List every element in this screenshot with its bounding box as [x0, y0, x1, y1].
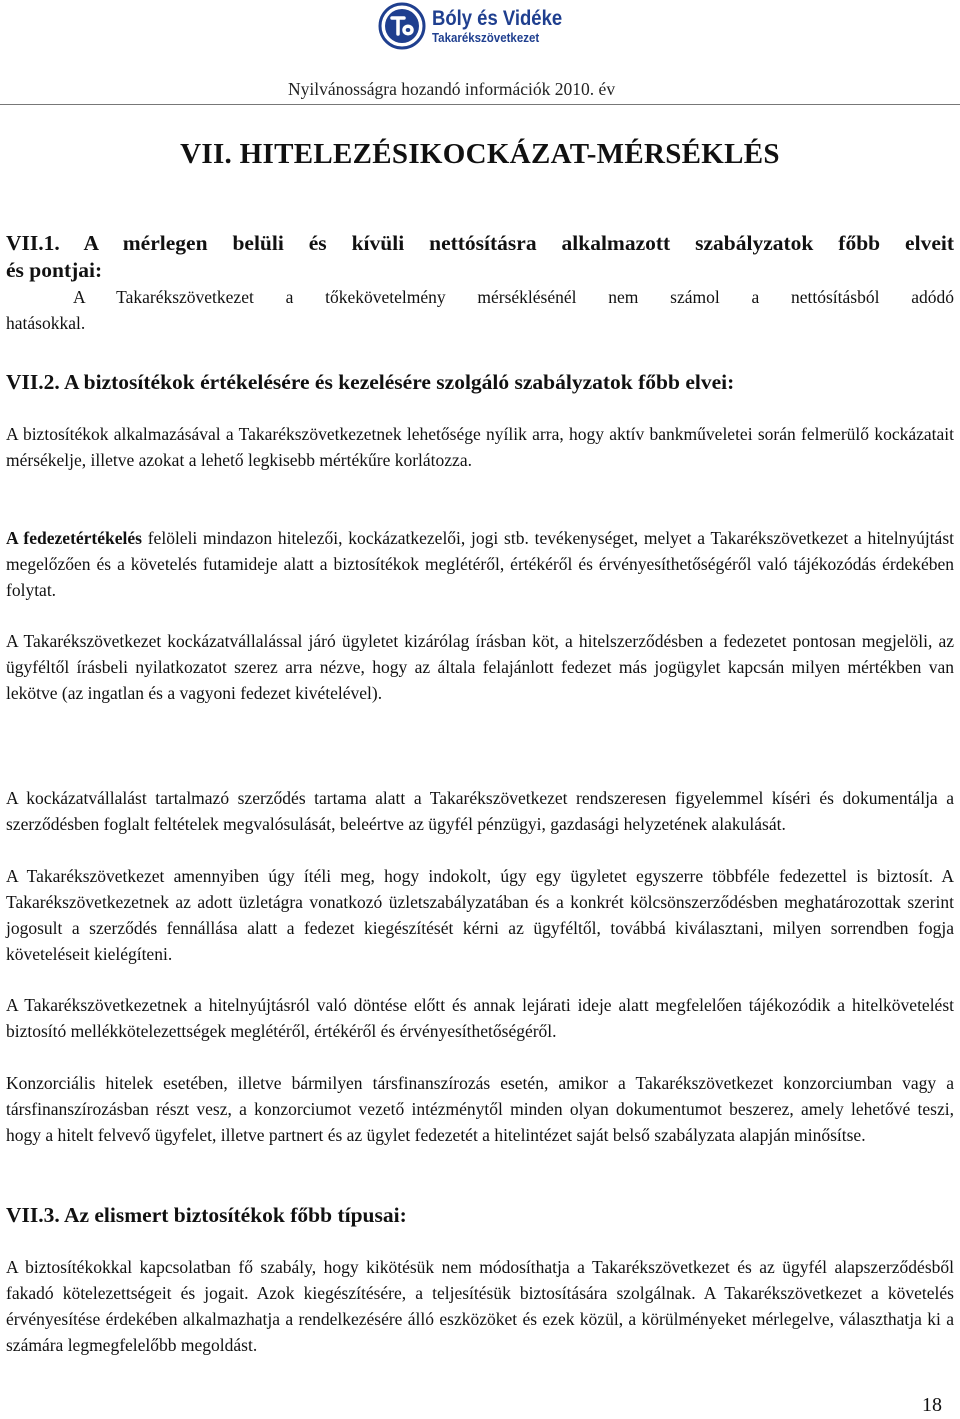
section-2-paragraph-7: Konzorciális hitelek esetében, illetve bármilyen társfinanszírozás esetén, amikor a Takarékszövetkezet konzorciumban vagy a társfinanszírozásban részt vesz, a konzorciumot vezető intézménytől minden olyan dokumentumot beszerez, amely lehetővé teszi, hogy a hitelt felvevő ügyfelet, illetve partnert és az ügylet fedezetét a hitelintézet saját belső szabályzata alapján minősítse.	[6, 1073, 954, 1145]
header-divider	[0, 104, 960, 105]
section-1-heading-line2: és pontjai:	[6, 258, 103, 282]
section-1-heading-line1: VII.1. A mérlegen belüli és kívüli nettósításra alkalmazott szabályzatok főbb elveit	[6, 231, 954, 255]
section-2-paragraph-6: A Takarékszövetkezetnek a hitelnyújtásról való döntése előtt és annak lejárati ideje alatt megfelelően tájékozódik a hitelkövetelést biztosító mellékkötelezettségek meglétéről, értékéről és érvényesíthetőségéről.	[6, 995, 954, 1041]
logo-name: Bóly és Vidéke	[432, 6, 563, 30]
section-2-paragraph-5: A Takarékszövetkezet amennyiben úgy ítéli meg, hogy indokolt, úgy egy ügyletet egyszerre többféle fedezettel is biztosít. A Takarékszövetkezetnek az adott üzletágra vonatkozó üzletszabályzatában és a konkrét kölcsönszerződésben meghatározottak szerint jogosult a szerződés fennállása alatt a fedezet kiegészítését kérni az ügyféltől, továbbá kiválasztani, milyen sorrendben fogja követeléseit kielégíteni.	[6, 866, 954, 964]
section-3-heading: VII.3. Az elismert biztosítékok főbb típusai:	[6, 1203, 407, 1227]
section-2-paragraph-2-rest: felöleli mindazon hitelezői, kockázatkezelői, jogi stb. tevékenységet, melyet a Takarékszövetkezet a hitelnyújtást megelőzően és a követelés futamideje alatt a biztosítékok meglétéről, értékéről és érvényesíthetőségéről való tájékozódás érdekében folytat.	[6, 528, 954, 600]
page-title: VII. HITELEZÉSIKOCKÁZAT-MÉRSÉKLÉS	[180, 138, 780, 170]
header-note: Nyilvánosságra hozandó információk 2010. év	[288, 79, 616, 99]
section-1-text-line2: hatásokkal.	[6, 313, 86, 333]
section-2-paragraph-3: A Takarékszövetkezet kockázatvállalással járó ügyletet kizárólag írásban köt, a hitelszerződésben a fedezetet pontosan megjelöli, az ügyféltől írásbeli nyilatkozatot szerez arra nézve, hogy az általa felajánlott fedezet más jogügylet kapcsán milyen mértékben van lekötve (az ingatlan és a vagyoni fedezet kivételével).	[6, 631, 954, 703]
section-3-paragraph-1: A biztosítékokkal kapcsolatban fő szabály, hogy kikötésük nem módosíthatja a Takarékszövetkezet és az ügyfél alapszerződésből fakadó kötelezettségeit és jogait. Azok kiegészítésére, a teljesítésük biztosítására szolgálnak. A Takarékszövetkezet a követelés érvényesítése érdekében alkalmazhatja a rendelkezésére álló eszközöket és ezek közül, a körülményeket mérlegelve, választhatja ki a számára legmegfelelőbb megoldást.	[6, 1257, 954, 1355]
section-2-paragraph-1: A biztosítékok alkalmazásával a Takarékszövetkezetnek lehetősége nyílik arra, hogy aktív bankműveletei során felmerülő kockázatait mérsékelje, illetve azokat a lehető legkisebb mértékűre korlátozza.	[6, 424, 954, 470]
section-1-text-line1: A Takarékszövetkezet a tőkekövetelmény mérséklésénél nem számol a nettósításból adódó	[73, 287, 954, 307]
section-1	[6, 230, 954, 336]
section-2-heading: VII.2. A biztosítékok értékelésére és kezelésére szolgáló szabályzatok főbb elvei:	[6, 370, 735, 394]
section-2-paragraph-4: A kockázatvállalást tartalmazó szerződés tartama alatt a Takarékszövetkezet rendszeresen figyelemmel kíséri és dokumentálja a szerződésben foglalt feltételek megvalósulását, beleértve az ügyfél pénzügyi, gazdasági helyzetének alakulását.	[6, 788, 954, 834]
section-2-paragraph-2-bold: A fedezetértékelés	[6, 528, 142, 548]
section-2-paragraph-2	[6, 525, 954, 603]
logo-emblem-icon	[378, 2, 426, 50]
page-number: 18	[922, 1394, 942, 1416]
logo	[378, 0, 568, 52]
logo-subtitle: Takarékszövetkezet	[432, 30, 540, 45]
